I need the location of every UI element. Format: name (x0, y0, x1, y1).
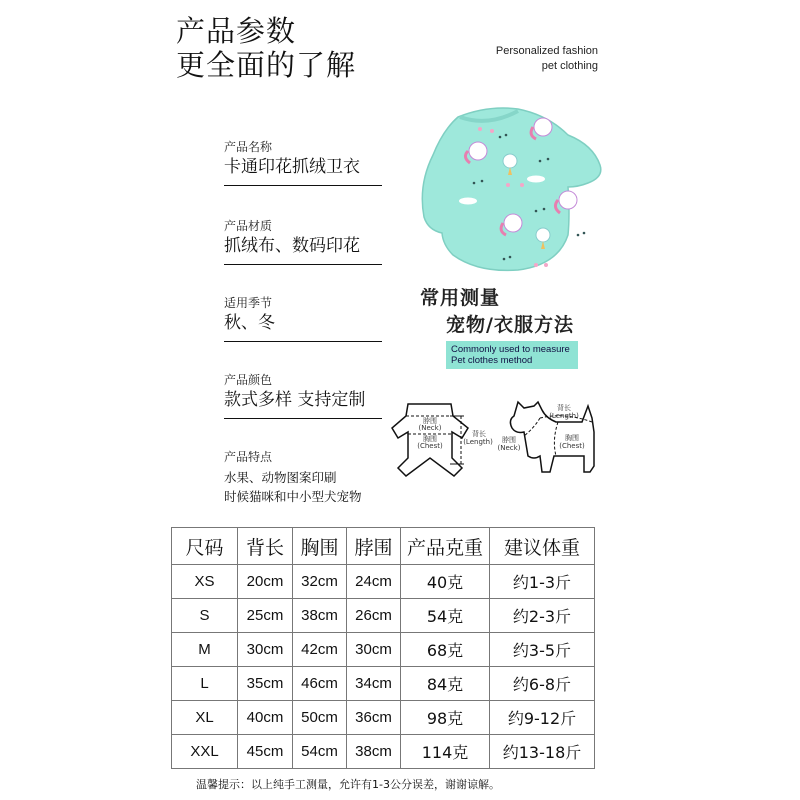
header-recommended-weight: 建议体重 (490, 528, 595, 565)
cell-chest: 38cm (293, 599, 347, 633)
measure-heading-line1: 常用测量 (420, 287, 501, 309)
footer-note: 温馨提示：以上纯手工测量，允许有1-3公分误差，谢谢谅解。 (196, 778, 500, 791)
divider (224, 185, 382, 186)
dog-chest-en: (Chest) (559, 442, 585, 450)
cell-back-length: 40cm (238, 701, 293, 735)
spec-color (224, 372, 382, 419)
spec-value-line1: 水果、动物图案印刷 (224, 470, 337, 485)
measure-heading-line2: 宠物/衣服方法 (446, 314, 574, 336)
table-header-row (172, 528, 595, 565)
spec-label: 产品材质 (224, 219, 273, 233)
divider (224, 341, 382, 342)
clothes-chest-en: (Chest) (417, 442, 443, 450)
cell-back-length: 30cm (238, 633, 293, 667)
header-size: 尺码 (172, 528, 238, 565)
page-title-line1: 产品参数 (176, 14, 297, 48)
measure-caption-line1: Commonly used to measure (451, 344, 570, 355)
cell-chest: 46cm (293, 667, 347, 701)
clothes-length-en: (Length) (463, 438, 493, 446)
cell-neck: 34cm (347, 667, 401, 701)
spec-label: 产品颜色 (224, 373, 273, 387)
cell-neck: 24cm (347, 565, 401, 599)
cell-size: M (172, 633, 238, 667)
spec-value: 款式多样 支持定制 (224, 390, 366, 410)
spec-season (224, 295, 382, 342)
clothes-neck-label: 脖围 (423, 417, 437, 425)
cell-weight: 98克 (401, 701, 490, 735)
cell-back-length: 20cm (238, 565, 293, 599)
cell-size: XL (172, 701, 238, 735)
clothes-neck-en: (Neck) (418, 424, 442, 432)
page-title-line2: 更全面的了解 (176, 48, 357, 82)
divider (224, 264, 382, 265)
spec-material (224, 218, 382, 265)
cell-weight: 54克 (401, 599, 490, 633)
cell-recommended-weight: 约1-3斤 (490, 565, 595, 599)
tagline-line1: Personalized fashion (495, 45, 598, 57)
table-row (172, 599, 595, 633)
cell-weight: 40克 (401, 565, 490, 599)
cell-chest: 50cm (293, 701, 347, 735)
cell-back-length: 35cm (238, 667, 293, 701)
cell-weight: 84克 (401, 667, 490, 701)
spec-label: 产品特点 (224, 450, 273, 464)
table-row (172, 633, 595, 667)
cell-recommended-weight: 约6-8斤 (490, 667, 595, 701)
cell-weight: 68克 (401, 633, 490, 667)
cell-neck: 36cm (347, 701, 401, 735)
spec-value-line2: 时候猫咪和中小型犬宠物 (224, 489, 362, 504)
table-row (172, 565, 595, 599)
size-table (171, 527, 595, 769)
cell-recommended-weight: 约13-18斤 (490, 735, 595, 769)
dog-chest-label: 胸围 (565, 434, 579, 442)
cell-size: S (172, 599, 238, 633)
clothes-measure-diagram (388, 392, 498, 478)
header-neck: 脖围 (347, 528, 401, 565)
cell-chest: 54cm (293, 735, 347, 769)
dog-neck-en: (Neck) (497, 444, 521, 452)
table-row (172, 701, 595, 735)
spec-product-name (224, 139, 382, 186)
dog-neck-label: 脖围 (502, 436, 516, 444)
cell-size: XS (172, 565, 238, 599)
header-back-length: 背长 (238, 528, 293, 565)
measure-caption-line2: Pet clothes method (451, 355, 533, 366)
clothes-length-label: 背长 (472, 430, 486, 438)
spec-value: 秋、冬 (224, 313, 275, 333)
cell-chest: 42cm (293, 633, 347, 667)
cell-neck: 30cm (347, 633, 401, 667)
table-row (172, 667, 595, 701)
cell-neck: 26cm (347, 599, 401, 633)
spec-label: 适用季节 (224, 296, 273, 310)
cell-back-length: 45cm (238, 735, 293, 769)
header-chest: 胸围 (293, 528, 347, 565)
cell-size: XXL (172, 735, 238, 769)
divider (224, 418, 382, 419)
tagline-line2: pet clothing (541, 60, 598, 72)
spec-label: 产品名称 (224, 140, 273, 154)
table-row (172, 735, 595, 769)
spec-features (224, 449, 382, 506)
cell-size: L (172, 667, 238, 701)
measure-caption-box (446, 341, 578, 369)
cell-weight: 114克 (401, 735, 490, 769)
header-weight: 产品克重 (401, 528, 490, 565)
spec-value: 抓绒布、数码印花 (224, 236, 360, 256)
cell-recommended-weight: 约2-3斤 (490, 599, 595, 633)
spec-value: 卡通印花抓绒卫衣 (224, 157, 360, 177)
dog-length-en: (Length) (549, 412, 579, 420)
cell-neck: 38cm (347, 735, 401, 769)
cell-back-length: 25cm (238, 599, 293, 633)
dog-measure-diagram (494, 392, 606, 478)
pet-sweater-image (418, 105, 608, 275)
cell-recommended-weight: 约9-12斤 (490, 701, 595, 735)
clothes-chest-label: 胸围 (423, 435, 437, 443)
tagline (438, 44, 598, 74)
cell-recommended-weight: 约3-5斤 (490, 633, 595, 667)
cell-chest: 32cm (293, 565, 347, 599)
dog-length-label: 背长 (557, 404, 571, 412)
